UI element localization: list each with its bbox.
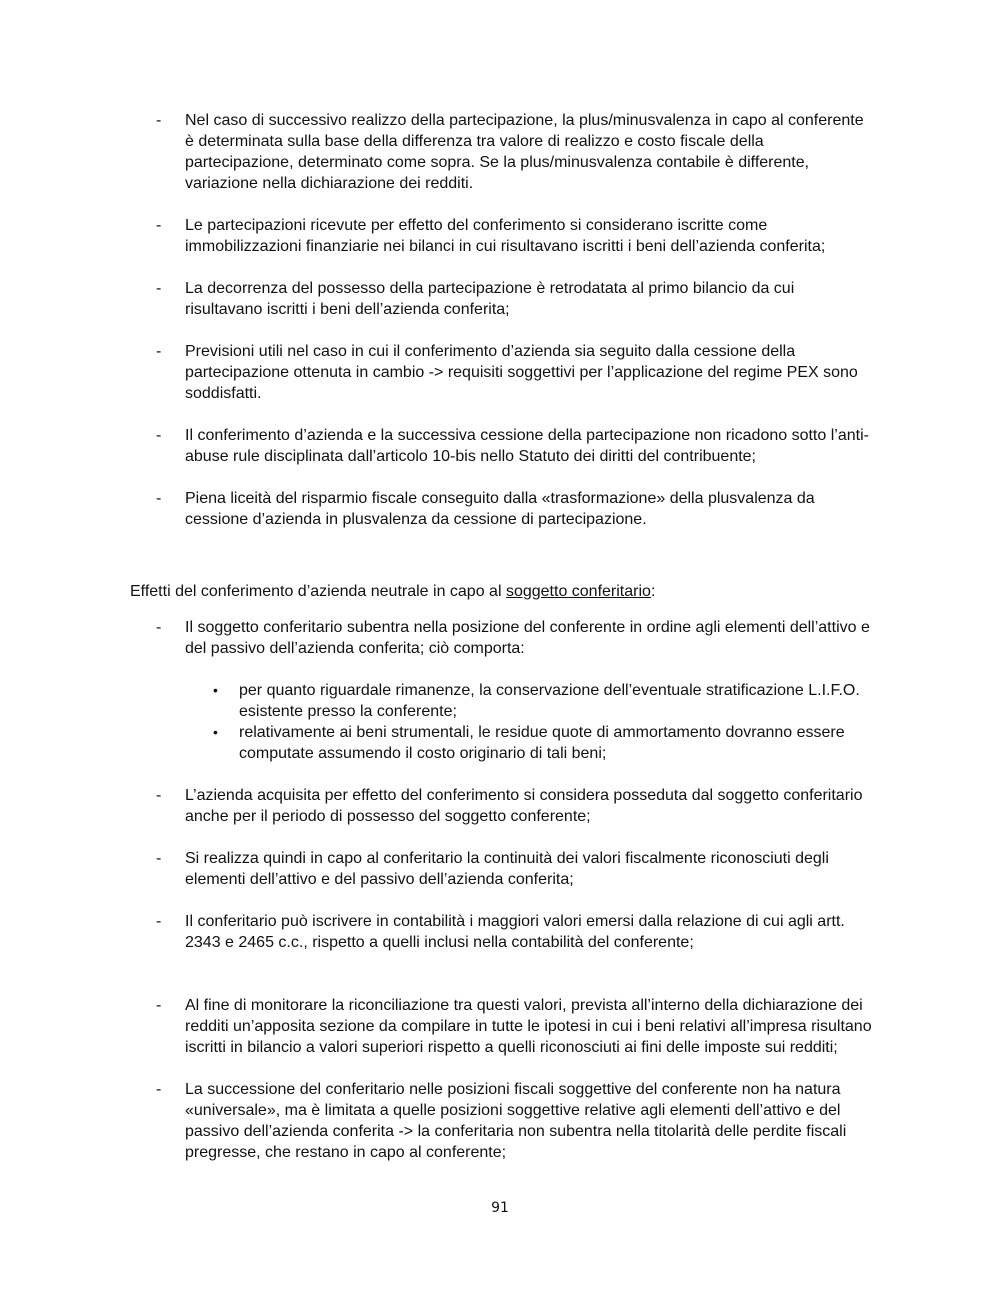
- list-item: [130, 425, 875, 467]
- list-item-text: La successione del conferitario nelle posizioni fiscali soggettive del conferente non ha natura «universale», ma è limitata a quelle posizioni soggettive relative agli elementi dell’attivo e del passivo dell’azienda conferita -> la conferitaria non subentra nella titolarità delle perdite fiscali pregresse, che restano in capo al conferente;: [185, 1081, 847, 1161]
- list-item-text: Previsioni utili nel caso in cui il conferimento d’azienda sia seguito dalla cessione della partecipazione ottenuta in cambio -> requisiti soggettivi per l’applicazione del regime PEX sono soddisfatti.: [185, 343, 858, 402]
- list-item: [130, 911, 875, 953]
- bullet-item-text: relativamente ai beni strumentali, le residue quote di ammortamento dovranno essere computate assumendo il costo originario di tali beni;: [239, 724, 845, 762]
- first-dash-list: [130, 110, 875, 530]
- dash-marker: -: [156, 913, 162, 930]
- dash-marker: -: [156, 280, 162, 297]
- page-number: 91: [491, 1200, 509, 1216]
- dash-marker: -: [156, 427, 162, 444]
- dash-marker: -: [156, 490, 162, 507]
- bullet-marker: •: [213, 682, 218, 698]
- list-item-text: Nel caso di successivo realizzo della partecipazione, la plus/minusvalenza in capo al conferente è determinata sulla base della differenza tra valore di realizzo e costo fiscale della partecipazione, determinato come sopra. Se la plus/minusvalenza contabile è differente, variazione nella dichiarazione dei redditi.: [185, 112, 864, 192]
- intro-colon: :: [650, 583, 656, 600]
- dash-marker: -: [156, 787, 162, 804]
- dash-marker: -: [156, 1081, 162, 1098]
- list-item-text: Piena liceità del risparmio fiscale conseguito dalla «trasformazione» della plusvalenza da cessione d’azienda in plusvalenza da cessione di partecipazione.: [185, 490, 815, 528]
- bullet-list: [185, 680, 875, 764]
- list-item: [130, 1079, 875, 1163]
- list-item-text: Il conferitario può iscrivere in contabilità i maggiori valori emersi dalla relazione di cui agli artt. 2343 e 2465 c.c., rispetto a quelli inclusi nella contabilità del conferente;: [185, 913, 845, 951]
- list-item-text: Si realizza quindi in capo al conferitario la continuità dei valori fiscalmente riconosciuti degli elementi dell’attivo e del passivo dell’azienda conferita;: [185, 850, 829, 888]
- dash-marker: -: [156, 217, 162, 234]
- list-item-text: Il soggetto conferitario subentra nella posizione del conferente in ordine agli elementi dell’attivo e del passivo dell’azienda conferita; ciò comporta:: [185, 619, 870, 657]
- list-item-text: Le partecipazioni ricevute per effetto del conferimento si considerano iscritte come immobilizzazioni finanziarie nei bilanci in cui risultavano iscritti i beni dell’azienda conferita;: [185, 217, 826, 255]
- list-item: [130, 848, 875, 890]
- bullet-marker: •: [213, 724, 218, 740]
- list-item-text: Al fine di monitorare la riconciliazione tra questi valori, prevista all’interno della dichiarazione dei redditi un’apposita sezione da compilare in tutte le ipotesi in cui i beni relativi all’impresa risultano iscritti in bilancio a valori superiori rispetto a quelli riconosciuti ai fini delle imposte sui redditi;: [185, 997, 872, 1056]
- list-item-text: La decorrenza del possesso della partecipazione è retrodatata al primo bilancio da cui risultavano iscritti i beni dell’azienda conferita;: [185, 280, 795, 318]
- list-item: [130, 785, 875, 827]
- dash-marker: -: [156, 112, 162, 129]
- list-item-text: Il conferimento d’azienda e la successiva cessione della partecipazione non ricadono sotto l’anti-abuse rule disciplinata dall’articolo 10-bis nello Statuto dei diritti del contribuente;: [185, 427, 869, 465]
- dash-marker: -: [156, 619, 162, 636]
- list-item: [130, 110, 875, 194]
- dash-marker: -: [156, 343, 162, 360]
- list-item: [130, 341, 875, 404]
- bullet-item-text: per quanto riguardale rimanenze, la conservazione dell’eventuale stratificazione L.I.F.O. esistente presso la conferente;: [239, 682, 860, 720]
- bullet-item: [185, 680, 875, 722]
- intro-text: Effetti del conferimento d’azienda neutrale in capo al: [130, 583, 506, 600]
- list-item-text: L’azienda acquisita per effetto del conferimento si considera posseduta dal soggetto conferitario anche per il periodo di possesso del soggetto conferente;: [185, 787, 863, 825]
- bullet-item: [185, 722, 875, 764]
- list-item: [130, 278, 875, 320]
- section-intro: [130, 581, 875, 602]
- list-item: [130, 488, 875, 530]
- second-dash-list: [130, 617, 875, 1163]
- dash-marker: -: [156, 850, 162, 867]
- list-item: [130, 215, 875, 257]
- list-item: [130, 995, 875, 1058]
- dash-marker: -: [156, 997, 162, 1014]
- intro-underlined-text: soggetto conferitario: [505, 583, 651, 600]
- list-item: [130, 617, 875, 764]
